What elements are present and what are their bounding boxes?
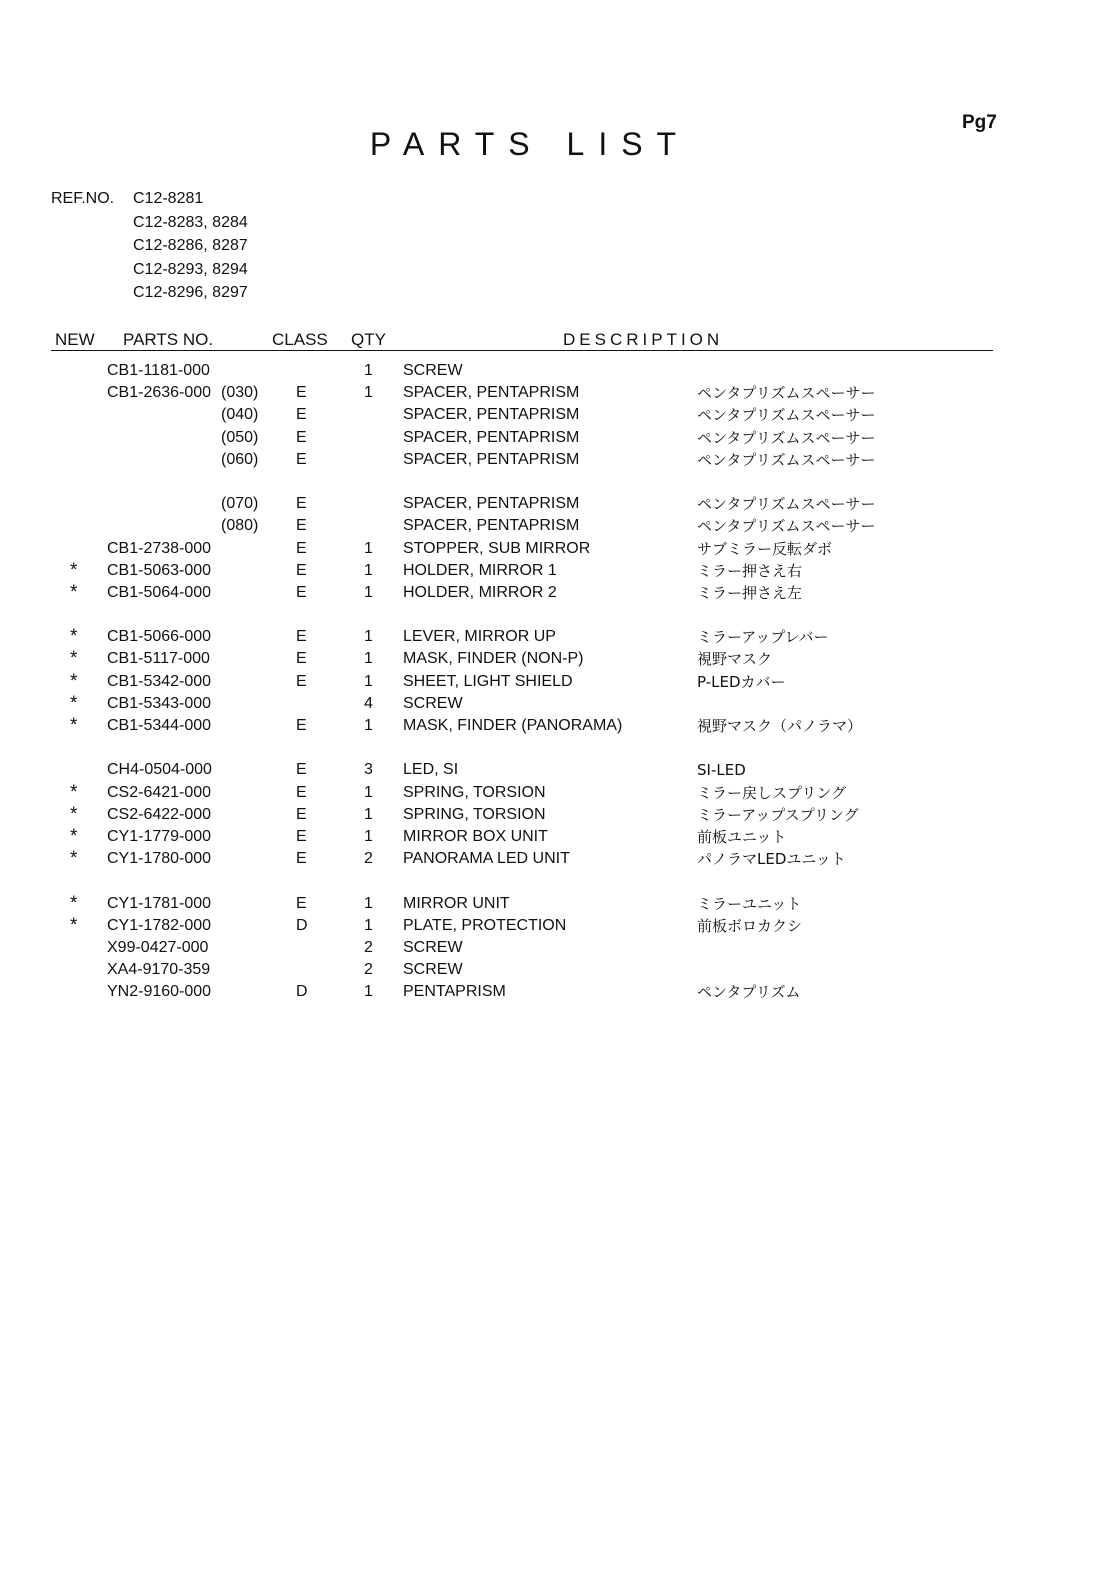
description: SCREW	[403, 694, 463, 712]
quantity: 1	[364, 650, 373, 668]
variant-code: (060)	[221, 450, 259, 468]
quantity: 2	[364, 850, 373, 868]
header-qty: QTY	[351, 330, 386, 349]
table-row	[0, 383, 1111, 405]
description-jp: パノラマLEDユニット	[697, 850, 846, 869]
header-rule	[51, 350, 993, 351]
quantity: 1	[364, 362, 373, 379]
part-class: E	[296, 805, 307, 823]
new-marker: *	[70, 626, 78, 648]
table-row	[0, 450, 1111, 472]
new-marker: *	[70, 670, 78, 692]
row-spacer	[0, 605, 1111, 627]
part-number: CY1-1782-000	[107, 916, 212, 934]
table-row	[0, 894, 1111, 916]
description-jp: ミラーアップスプリング	[697, 805, 859, 824]
quantity: 1	[364, 983, 373, 1001]
table-row	[0, 938, 1111, 960]
description: SPACER, PENTAPRISM	[403, 517, 580, 535]
table-row	[0, 361, 1111, 383]
table-row	[0, 627, 1111, 649]
table-row	[0, 849, 1111, 871]
new-marker: *	[70, 914, 78, 936]
description: MASK, FINDER (NON-P)	[403, 650, 584, 668]
ref-number-list	[133, 190, 248, 308]
quantity: 1	[364, 783, 373, 801]
part-number: CB1-5342-000	[107, 672, 212, 690]
part-class: E	[296, 761, 307, 779]
new-marker: *	[70, 803, 78, 825]
part-class: D	[296, 916, 308, 934]
part-number: CB1-5066-000	[107, 628, 212, 646]
new-marker: *	[70, 559, 78, 581]
ref-number: C12-8296, 8297	[133, 284, 248, 302]
ref-number: C12-8286, 8287	[133, 237, 248, 255]
quantity: 1	[364, 717, 373, 734]
header-class: CLASS	[272, 330, 328, 349]
description-jp: SI-LED	[697, 761, 746, 780]
header-new: NEW	[55, 330, 95, 349]
description-jp: 前板ボロカクシ	[697, 916, 803, 935]
part-class: E	[296, 428, 307, 446]
table-row	[0, 494, 1111, 516]
description-jp: ペンタプリズムスペーサー	[697, 428, 876, 447]
description: STOPPER, SUB MIRROR	[403, 539, 591, 557]
table-row	[0, 960, 1111, 982]
description: SCREW	[403, 961, 463, 979]
description: LED, SI	[403, 761, 459, 779]
part-number: CS2-6421-000	[107, 783, 212, 801]
quantity: 1	[364, 384, 373, 402]
description-jp: 前板ユニット	[697, 827, 787, 846]
description-jp: ペンタプリズムスペーサー	[697, 406, 876, 425]
quantity: 1	[364, 805, 373, 823]
part-class: E	[296, 450, 307, 468]
new-marker: *	[70, 848, 78, 870]
part-number: CB1-2738-000	[107, 539, 212, 557]
description-jp: サブミラー反転ダボ	[697, 539, 833, 558]
ref-number: C12-8293, 8294	[133, 260, 248, 278]
table-row	[0, 649, 1111, 671]
quantity: 1	[364, 894, 373, 912]
description-jp: 視野マスク	[697, 650, 773, 669]
new-marker: *	[70, 648, 78, 670]
part-number: CB1-5343-000	[107, 694, 212, 712]
quantity: 2	[364, 938, 373, 956]
description: SPACER, PENTAPRISM	[403, 428, 580, 446]
quantity: 1	[364, 672, 373, 690]
part-number: CY1-1780-000	[107, 850, 212, 868]
part-class: E	[296, 583, 307, 601]
description-jp: ペンタプリズムスペーサー	[697, 384, 876, 403]
table-row	[0, 405, 1111, 427]
table-row	[0, 805, 1111, 827]
new-marker: *	[70, 892, 78, 914]
description-jp: ペンタプリズムスペーサー	[697, 495, 876, 514]
description: SCREW	[403, 362, 463, 379]
part-number: CB1-5064-000	[107, 583, 212, 601]
table-row	[0, 760, 1111, 782]
description: SPRING, TORSION	[403, 783, 546, 801]
quantity: 1	[364, 827, 373, 845]
description-jp: ミラー押さえ右	[697, 561, 803, 580]
description-jp: ミラー戻しスプリング	[697, 783, 847, 802]
description: PENTAPRISM	[403, 983, 506, 1001]
ref-number: C12-8283, 8284	[133, 213, 248, 231]
table-row	[0, 516, 1111, 538]
part-number: CB1-1181-000	[107, 362, 210, 379]
table-row	[0, 672, 1111, 694]
new-marker: *	[70, 692, 78, 714]
description-jp: 視野マスク（パノラマ）	[697, 717, 863, 735]
part-class: E	[296, 672, 307, 690]
page-title: PARTS LIST	[369, 126, 691, 162]
description: SPACER, PENTAPRISM	[403, 384, 580, 402]
parts-table	[0, 361, 1111, 1004]
description: PLATE, PROTECTION	[403, 916, 567, 934]
description: MIRROR BOX UNIT	[403, 827, 548, 845]
description: HOLDER, MIRROR 2	[403, 583, 557, 601]
description: LEVER, MIRROR UP	[403, 628, 556, 646]
variant-code: (050)	[221, 428, 259, 446]
quantity: 2	[364, 961, 373, 979]
table-row	[0, 539, 1111, 561]
part-class: E	[296, 717, 307, 734]
part-number: CY1-1779-000	[107, 827, 212, 845]
part-class: E	[296, 517, 307, 535]
table-row	[0, 561, 1111, 583]
ref-number: C12-8281	[133, 190, 204, 207]
part-class: E	[296, 384, 307, 402]
row-spacer	[0, 871, 1111, 893]
part-class: E	[296, 495, 307, 513]
new-marker: *	[70, 781, 78, 803]
description: SCREW	[403, 938, 463, 956]
table-row	[0, 694, 1111, 716]
table-row	[0, 583, 1111, 605]
row-spacer	[0, 738, 1111, 760]
quantity: 1	[364, 916, 373, 934]
description: MASK, FINDER (PANORAMA)	[403, 717, 623, 734]
part-class: E	[296, 628, 307, 646]
quantity: 3	[364, 761, 373, 779]
description: HOLDER, MIRROR 1	[403, 561, 557, 579]
description: SPACER, PENTAPRISM	[403, 450, 580, 468]
page-number: Pg7	[962, 112, 997, 133]
part-number: CS2-6422-000	[107, 805, 212, 823]
description-jp: ミラーユニット	[697, 894, 802, 913]
variant-code: (040)	[221, 406, 259, 424]
description: SPRING, TORSION	[403, 805, 546, 823]
part-class: D	[296, 983, 308, 1001]
part-class: E	[296, 783, 307, 801]
new-marker: *	[70, 581, 78, 603]
part-class: E	[296, 650, 307, 668]
variant-code: (030)	[221, 384, 259, 402]
quantity: 1	[364, 561, 373, 579]
part-number: CH4-0504-000	[107, 761, 212, 779]
part-number: CB1-2636-000	[107, 384, 212, 402]
description: SPACER, PENTAPRISM	[403, 495, 580, 513]
table-row	[0, 428, 1111, 450]
table-row	[0, 982, 1111, 1004]
description: PANORAMA LED UNIT	[403, 850, 570, 868]
description-jp: ペンタプリズムスペーサー	[697, 450, 876, 469]
ref-label: REF.NO.	[51, 190, 115, 207]
part-number: YN2-9160-000	[107, 983, 212, 1001]
header-parts-no: PARTS NO.	[123, 330, 214, 349]
description-jp: ペンタプリズム	[697, 983, 801, 1002]
table-row	[0, 916, 1111, 938]
part-class: E	[296, 827, 307, 845]
description-jp: P-LEDカバー	[697, 672, 786, 691]
part-number: X99-0427-000	[107, 938, 209, 956]
table-row	[0, 783, 1111, 805]
new-marker: *	[70, 715, 78, 736]
quantity: 4	[364, 694, 373, 712]
part-number: CY1-1781-000	[107, 894, 212, 912]
part-class: E	[296, 850, 307, 868]
variant-code: (080)	[221, 517, 259, 535]
part-class: E	[296, 406, 307, 424]
part-number: CB1-5117-000	[107, 650, 210, 668]
part-number: CB1-5063-000	[107, 561, 212, 579]
quantity: 1	[364, 539, 373, 557]
new-marker: *	[70, 825, 78, 847]
quantity: 1	[364, 628, 373, 646]
quantity: 1	[364, 583, 373, 601]
description-jp: ミラー押さえ左	[697, 583, 803, 602]
part-number: XA4-9170-359	[107, 961, 211, 979]
table-row	[0, 827, 1111, 849]
part-class: E	[296, 894, 307, 912]
part-number: CB1-5344-000	[107, 717, 212, 734]
description-jp: ペンタプリズムスペーサー	[697, 517, 876, 536]
description: MIRROR UNIT	[403, 894, 510, 912]
part-class: E	[296, 561, 307, 579]
table-row	[0, 716, 1111, 738]
header-description: DESCRIPTION	[563, 330, 724, 349]
description: SPACER, PENTAPRISM	[403, 406, 580, 424]
part-class: E	[296, 539, 307, 557]
description-jp: ミラーアップレバー	[697, 628, 829, 647]
description: SHEET, LIGHT SHIELD	[403, 672, 573, 690]
variant-code: (070)	[221, 495, 259, 513]
row-spacer	[0, 472, 1111, 494]
